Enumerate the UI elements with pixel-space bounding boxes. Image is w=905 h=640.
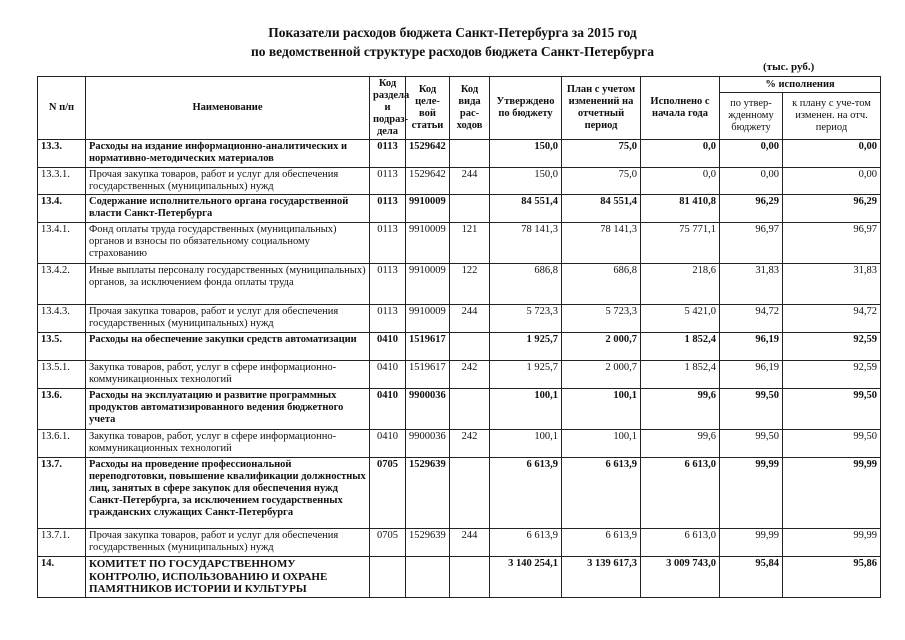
- cell-isp: 81 410,8: [641, 195, 720, 223]
- header-utv: Утверждено по бюджету: [490, 77, 562, 140]
- table-row: [38, 223, 881, 264]
- cell-num: 13.4.3.: [38, 305, 86, 333]
- header-vid: Код вида рас-ходов: [450, 77, 490, 140]
- cell-pct-plan: 99,99: [783, 529, 881, 557]
- table-row: [38, 333, 881, 361]
- header-isp: Исполнено с начала года: [641, 77, 720, 140]
- cell-pct-utv: 99,99: [720, 458, 783, 529]
- cell-pct-plan: 31,83: [783, 264, 881, 305]
- cell-isp: 6 613,0: [641, 529, 720, 557]
- cell-name: Прочая закупка товаров, работ и услуг для обеспечения государственных (муниципальных) нужд: [86, 529, 370, 557]
- cell-utv: 3 140 254,1: [490, 557, 562, 598]
- cell-isp: 99,6: [641, 389, 720, 430]
- cell-utv: 6 613,9: [490, 458, 562, 529]
- cell-name: Прочая закупка товаров, работ и услуг для обеспечения государственных (муниципальных) нужд: [86, 168, 370, 195]
- cell-pct-utv: 96,29: [720, 195, 783, 223]
- header-pct-utv: по утвер-жденному бюджету: [720, 93, 783, 140]
- cell-razdel: 0410: [370, 333, 406, 361]
- cell-name: Иные выплаты персоналу государственных (муниципальных) органов, за исключением фонда оплаты труда: [86, 264, 370, 305]
- cell-name: Расходы на обеспечение закупки средств автоматизации: [86, 333, 370, 361]
- table-row: [38, 458, 881, 529]
- header-razdel: Код раздела и подраз-дела: [370, 77, 406, 140]
- table-row: [38, 305, 881, 333]
- cell-name: КОМИТЕТ ПО ГОСУДАРСТВЕННОМУ КОНТРОЛЮ, ИСПОЛЬЗОВАНИЮ И ОХРАНЕ ПАМЯТНИКОВ ИСТОРИИ И КУЛЬТУРЫ: [86, 557, 370, 598]
- cell-pct-plan: 99,50: [783, 430, 881, 458]
- cell-statya: 1529642: [406, 140, 450, 168]
- cell-pct-utv: 31,83: [720, 264, 783, 305]
- cell-vid: 242: [450, 361, 490, 389]
- cell-vid: [450, 140, 490, 168]
- cell-utv: 150,0: [490, 168, 562, 195]
- cell-plan: 686,8: [562, 264, 641, 305]
- cell-plan: 5 723,3: [562, 305, 641, 333]
- cell-num: 13.4.1.: [38, 223, 86, 264]
- cell-utv: 1 925,7: [490, 361, 562, 389]
- cell-pct-plan: 96,97: [783, 223, 881, 264]
- cell-pct-plan: 0,00: [783, 140, 881, 168]
- cell-razdel: 0113: [370, 223, 406, 264]
- cell-razdel: 0113: [370, 195, 406, 223]
- table-row: [38, 168, 881, 195]
- cell-utv: 686,8: [490, 264, 562, 305]
- cell-pct-plan: 0,00: [783, 168, 881, 195]
- cell-num: 13.4.: [38, 195, 86, 223]
- cell-vid: [450, 389, 490, 430]
- cell-pct-utv: 99,50: [720, 430, 783, 458]
- cell-vid: 121: [450, 223, 490, 264]
- cell-name: Прочая закупка товаров, работ и услуг для обеспечения государственных (муниципальных) нужд: [86, 305, 370, 333]
- cell-statya: 1519617: [406, 361, 450, 389]
- cell-plan: 78 141,3: [562, 223, 641, 264]
- cell-plan: 75,0: [562, 140, 641, 168]
- table-row: [38, 389, 881, 430]
- cell-isp: 99,6: [641, 430, 720, 458]
- cell-razdel: 0410: [370, 430, 406, 458]
- cell-name: Расходы на издание информационно-аналитических и нормативно-методических материалов: [86, 140, 370, 168]
- cell-vid: 242: [450, 430, 490, 458]
- cell-num: 13.3.1.: [38, 168, 86, 195]
- cell-vid: 122: [450, 264, 490, 305]
- cell-razdel: 0113: [370, 264, 406, 305]
- cell-pct-plan: 92,59: [783, 333, 881, 361]
- cell-vid: [450, 333, 490, 361]
- cell-isp: 1 852,4: [641, 361, 720, 389]
- cell-utv: 6 613,9: [490, 529, 562, 557]
- cell-name: Расходы на эксплуатацию и развитие программных продуктов автоматизированного ведения бюджетного учета: [86, 389, 370, 430]
- table-row: [38, 264, 881, 305]
- table-row: [38, 195, 881, 223]
- cell-pct-utv: 96,97: [720, 223, 783, 264]
- header-statya: Код целе-вой статьи: [406, 77, 450, 140]
- cell-num: 13.5.: [38, 333, 86, 361]
- cell-vid: [450, 557, 490, 598]
- cell-plan: 3 139 617,3: [562, 557, 641, 598]
- header-pct-plan: к плану с уче-том изменен. на отч. период: [783, 93, 881, 140]
- cell-isp: 3 009 743,0: [641, 557, 720, 598]
- cell-utv: 100,1: [490, 389, 562, 430]
- cell-pct-utv: 95,84: [720, 557, 783, 598]
- table-body: [38, 140, 881, 598]
- cell-vid: 244: [450, 305, 490, 333]
- cell-name: Расходы на проведение профессиональной переподготовки, повышение квалификации должностных лиц, занятых в сфере закупок для обеспечения нужд Санкт-Петербурга, за исключением государственных гражданских служащих Санкт-Петербурга: [86, 458, 370, 529]
- cell-utv: 1 925,7: [490, 333, 562, 361]
- cell-utv: 78 141,3: [490, 223, 562, 264]
- cell-razdel: 0113: [370, 140, 406, 168]
- cell-isp: 0,0: [641, 168, 720, 195]
- cell-plan: 84 551,4: [562, 195, 641, 223]
- units-label: (тыс. руб.): [763, 61, 815, 73]
- cell-isp: 1 852,4: [641, 333, 720, 361]
- cell-utv: 150,0: [490, 140, 562, 168]
- cell-isp: 75 771,1: [641, 223, 720, 264]
- cell-razdel: 0705: [370, 458, 406, 529]
- cell-pct-plan: 99,50: [783, 389, 881, 430]
- table-row: [38, 529, 881, 557]
- cell-num: 13.4.2.: [38, 264, 86, 305]
- cell-razdel: 0410: [370, 361, 406, 389]
- budget-table: [37, 76, 881, 598]
- cell-statya: [406, 557, 450, 598]
- cell-vid: 244: [450, 529, 490, 557]
- table-row: [38, 430, 881, 458]
- header-name: Наименование: [86, 77, 370, 140]
- header-plan: План с учетом изменений на отчетный период: [562, 77, 641, 140]
- cell-isp: 218,6: [641, 264, 720, 305]
- cell-statya: 1519617: [406, 333, 450, 361]
- cell-pct-utv: 96,19: [720, 361, 783, 389]
- cell-name: Содержание исполнительного органа государственной власти Санкт-Петербурга: [86, 195, 370, 223]
- cell-vid: [450, 458, 490, 529]
- cell-num: 13.6.: [38, 389, 86, 430]
- cell-num: 13.3.: [38, 140, 86, 168]
- cell-statya: 9900036: [406, 389, 450, 430]
- cell-pct-plan: 95,86: [783, 557, 881, 598]
- cell-vid: [450, 195, 490, 223]
- cell-razdel: 0410: [370, 389, 406, 430]
- cell-statya: 1529639: [406, 458, 450, 529]
- header-num: N п/п: [38, 77, 86, 140]
- cell-plan: 2 000,7: [562, 361, 641, 389]
- cell-name: Закупка товаров, работ, услуг в сфере информационно-коммуникационных технологий: [86, 430, 370, 458]
- cell-statya: 9910009: [406, 223, 450, 264]
- cell-name: Фонд оплаты труда государственных (муниципальных) органов и взносы по обязательному социальному страхованию: [86, 223, 370, 264]
- cell-pct-utv: 0,00: [720, 168, 783, 195]
- cell-pct-utv: 96,19: [720, 333, 783, 361]
- cell-razdel: 0113: [370, 305, 406, 333]
- cell-pct-utv: 94,72: [720, 305, 783, 333]
- cell-num: 13.6.1.: [38, 430, 86, 458]
- cell-statya: 9900036: [406, 430, 450, 458]
- cell-pct-plan: 94,72: [783, 305, 881, 333]
- cell-plan: 100,1: [562, 389, 641, 430]
- cell-plan: 6 613,9: [562, 529, 641, 557]
- cell-utv: 5 723,3: [490, 305, 562, 333]
- cell-plan: 6 613,9: [562, 458, 641, 529]
- cell-isp: 0,0: [641, 140, 720, 168]
- cell-pct-utv: 99,99: [720, 529, 783, 557]
- table-row: [38, 361, 881, 389]
- cell-plan: 75,0: [562, 168, 641, 195]
- table-row: [38, 140, 881, 168]
- cell-isp: 6 613,0: [641, 458, 720, 529]
- cell-num: 13.7.: [38, 458, 86, 529]
- header-pct-group: % исполнения: [720, 77, 881, 93]
- document-title-line1: Показатели расходов бюджета Санкт-Петербурга за 2015 год: [268, 25, 637, 40]
- cell-plan: 2 000,7: [562, 333, 641, 361]
- cell-statya: 1529639: [406, 529, 450, 557]
- document-title-line2: по ведомственной структуре расходов бюджета Санкт-Петербурга: [250, 44, 655, 59]
- cell-num: 13.5.1.: [38, 361, 86, 389]
- cell-name: Закупка товаров, работ, услуг в сфере информационно-коммуникационных технологий: [86, 361, 370, 389]
- cell-utv: 84 551,4: [490, 195, 562, 223]
- cell-vid: 244: [450, 168, 490, 195]
- cell-num: 13.7.1.: [38, 529, 86, 557]
- table-row: [38, 557, 881, 598]
- cell-pct-plan: 96,29: [783, 195, 881, 223]
- cell-razdel: [370, 557, 406, 598]
- cell-pct-utv: 0,00: [720, 140, 783, 168]
- cell-utv: 100,1: [490, 430, 562, 458]
- cell-pct-plan: 92,59: [783, 361, 881, 389]
- cell-statya: 1529642: [406, 168, 450, 195]
- cell-statya: 9910009: [406, 195, 450, 223]
- cell-statya: 9910009: [406, 305, 450, 333]
- cell-pct-utv: 99,50: [720, 389, 783, 430]
- cell-razdel: 0113: [370, 168, 406, 195]
- cell-isp: 5 421,0: [641, 305, 720, 333]
- cell-pct-plan: 99,99: [783, 458, 881, 529]
- cell-plan: 100,1: [562, 430, 641, 458]
- cell-statya: 9910009: [406, 264, 450, 305]
- cell-num: 14.: [38, 557, 86, 598]
- cell-razdel: 0705: [370, 529, 406, 557]
